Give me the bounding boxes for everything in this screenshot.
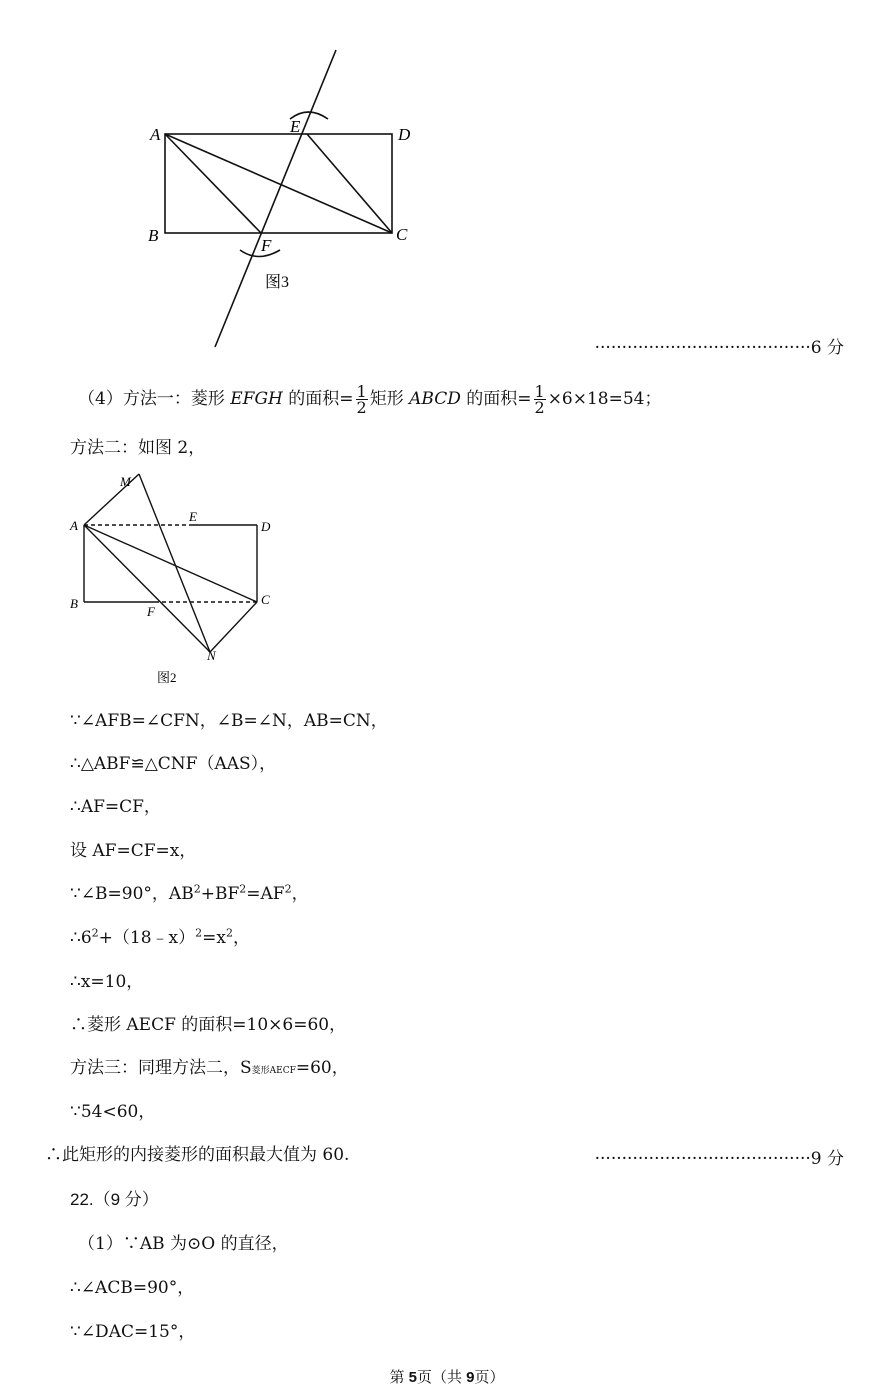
score-9: ········································9 分 [594,1149,844,1169]
q22-line-3: ∵∠DAC=15°， [70,1322,196,1342]
label-e: E [290,117,301,136]
label-b: B [70,596,78,611]
circle-o-symbol: ⊙O [187,1234,216,1254]
label-c: C [396,225,408,244]
proof-line-8: ∴菱形 AECF 的面积=10×6=60， [70,1015,347,1035]
arc-bottom [240,250,280,257]
segment-nc [210,602,257,652]
score-6: ········································6 分 [594,338,844,358]
page-footer: 第 5页（共 9页） [389,1369,505,1386]
q22-title: 22.（9 分） [70,1190,159,1209]
fraction-half-2: $\frac{1}{2}$ [534,382,545,417]
proof-line-3: ∴AF=CF， [70,797,161,817]
diagonal-ac [165,134,392,233]
segment-af [165,134,261,233]
q22-line-1: （1）∵AB 为⊙O 的直径， [78,1234,289,1254]
proof-conclusion: ∴此矩形的内接菱形的面积最大值为 60. [45,1145,350,1165]
label-b: B [148,226,159,245]
label-m: M [120,474,131,489]
label-c: C [261,592,270,607]
proof-line-7: ∴x=10， [70,972,144,992]
fraction-half: $\frac{1}{2}$ [356,382,367,417]
label-a: A [70,518,78,533]
perpendicular-bisector [215,50,336,347]
proof-line-4: 设 AF=CF=x， [70,841,197,861]
label-d: D [261,519,271,534]
proof-line-1: ∵∠AFB=∠CFN，∠B=∠N，AB=CN， [70,711,388,731]
proof-line-5: ∵∠B=90°，$AB^2+BF^2=AF^2$， [70,882,309,904]
segment-an [84,525,210,652]
figure-2 [62,468,282,690]
label-a: A [150,125,161,144]
label-f: F [147,604,155,619]
q22-line-2: ∴∠ACB=90°， [70,1278,195,1298]
method2-line: 方法二：如图 2， [70,438,206,458]
figure-2-caption: 图2 [157,670,177,685]
page-number: 5 [408,1369,417,1386]
proof-line-2: ∴△ABF≌△CNF（AAS）， [70,754,277,774]
label-e: E [189,509,197,524]
label-d: D [398,125,411,144]
label-n: N [207,648,216,663]
diagonal-ac [84,525,257,602]
segment-ec [307,134,392,233]
page-total: 9 [466,1369,475,1386]
proof-line-10: ∵54<60， [70,1102,156,1122]
label-f: F [261,236,272,255]
proof-line-6: $\therefore 6^2+(18﹣x)^2=x^2$， [70,926,250,948]
segment-mn [139,474,210,652]
figure-3 [140,45,440,355]
part4-line: （4）方法一：菱形 EFGH 的面积= $\frac{1}{2}$ 矩形 ABCD 的面积= $\frac{1}{2}$ ×6×18=54； [78,382,662,417]
figure-3-caption: 图3 [265,274,290,291]
proof-line-9: 方法三：同理方法二，S菱形AECF=60， [70,1058,349,1078]
